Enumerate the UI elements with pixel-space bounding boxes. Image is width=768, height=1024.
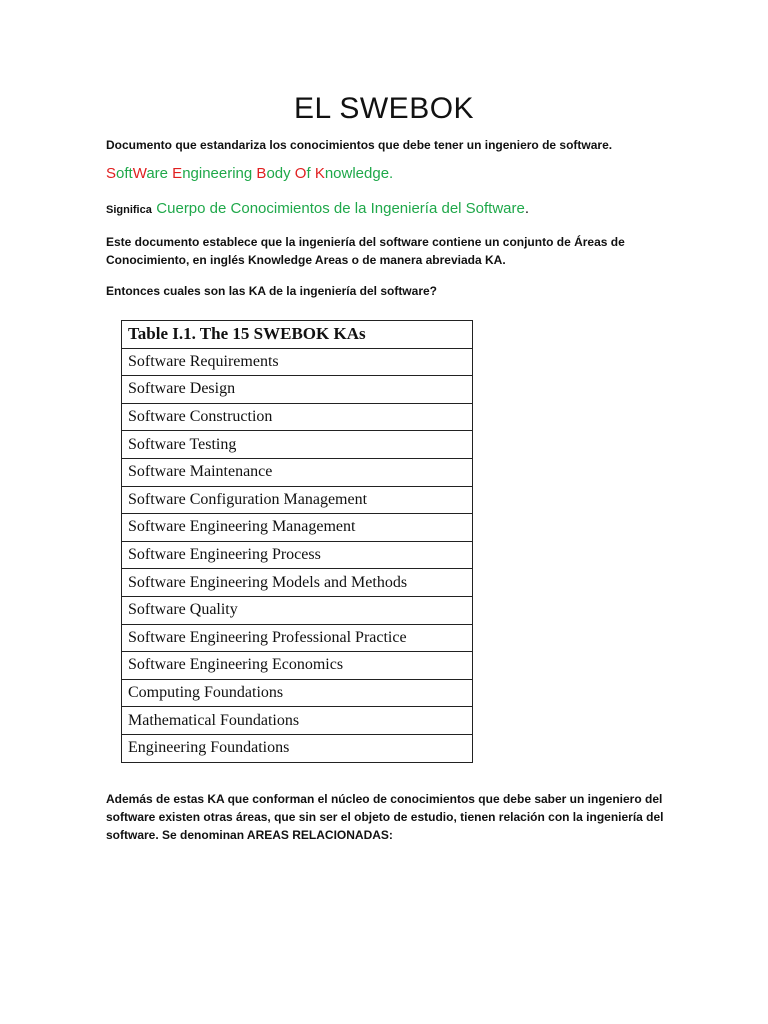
acronym-part: ngineering <box>182 165 257 182</box>
acronym-part: f <box>306 165 315 182</box>
table-cell: Software Engineering Models and Methods <box>122 569 473 597</box>
table-row <box>122 403 473 431</box>
table-cell: Software Engineering Process <box>122 541 473 569</box>
acronym-part: O <box>294 165 307 182</box>
table-cell: Software Design <box>122 376 473 404</box>
table-cell: Software Engineering Professional Practice <box>122 624 473 652</box>
table-cell: Software Engineering Economics <box>122 652 473 680</box>
table-header-row <box>122 321 473 349</box>
table-row <box>122 596 473 624</box>
table-cell: Engineering Foundations <box>122 734 473 762</box>
table-cell: Software Engineering Management <box>122 514 473 542</box>
acronym-part: K <box>314 165 325 182</box>
meaning-text: Cuerpo de Conocimientos de la Ingeniería del Software <box>156 200 525 217</box>
table-row <box>122 652 473 680</box>
meaning-line <box>106 200 529 218</box>
table-cell: Software Configuration Management <box>122 486 473 514</box>
ka-table <box>121 320 473 763</box>
table-row <box>122 458 473 486</box>
table-cell: Computing Foundations <box>122 679 473 707</box>
page-title: EL SWEBOK <box>293 92 475 125</box>
table-row <box>122 431 473 459</box>
table-row <box>122 486 473 514</box>
meaning-period: . <box>524 200 530 217</box>
related-areas-paragraph: Además de estas KA que conforman el núcleo de conocimientos que debe saber un ingeniero del software existen otras áreas, que sin ser el objeto de estudio, tienen relación con la ingeniería del software. Se denominan AREAS RELACIONADAS: <box>106 792 664 842</box>
acronym-part: nowledge. <box>324 165 394 182</box>
acronym-part: W <box>132 165 147 182</box>
intro-paragraph: Documento que estandariza los conocimientos que debe tener un ingeniero de software. <box>106 138 613 152</box>
acronym-part: oft <box>116 165 133 182</box>
table-cell: Software Requirements <box>122 348 473 376</box>
table-row <box>122 624 473 652</box>
table-cell: Software Maintenance <box>122 458 473 486</box>
table-cell: Mathematical Foundations <box>122 707 473 735</box>
acronym-line <box>106 165 393 182</box>
table-row <box>122 707 473 735</box>
meaning-label: Significa <box>106 204 152 216</box>
table-row <box>122 376 473 404</box>
acronym-part: E <box>172 165 183 182</box>
table-row <box>122 348 473 376</box>
question-paragraph: Entonces cuales son las KA de la ingeniería del software? <box>106 284 437 298</box>
table-row <box>122 541 473 569</box>
table-header: Table I.1. The 15 SWEBOK KAs <box>122 321 473 349</box>
table-cell: Software Quality <box>122 596 473 624</box>
table-row <box>122 734 473 762</box>
table-cell: Software Construction <box>122 403 473 431</box>
acronym-part: are <box>146 165 173 182</box>
ka-paragraph: Este documento establece que la ingeniería del software contiene un conjunto de Áreas de Conocimiento, en inglés Knowledge Areas o de manera abreviada KA. <box>106 235 625 267</box>
acronym-part: B <box>256 165 267 182</box>
table-row <box>122 514 473 542</box>
acronym-part: ody <box>266 165 295 182</box>
table-row <box>122 569 473 597</box>
acronym-part: S <box>106 165 117 182</box>
table-cell: Software Testing <box>122 431 473 459</box>
table-row <box>122 679 473 707</box>
